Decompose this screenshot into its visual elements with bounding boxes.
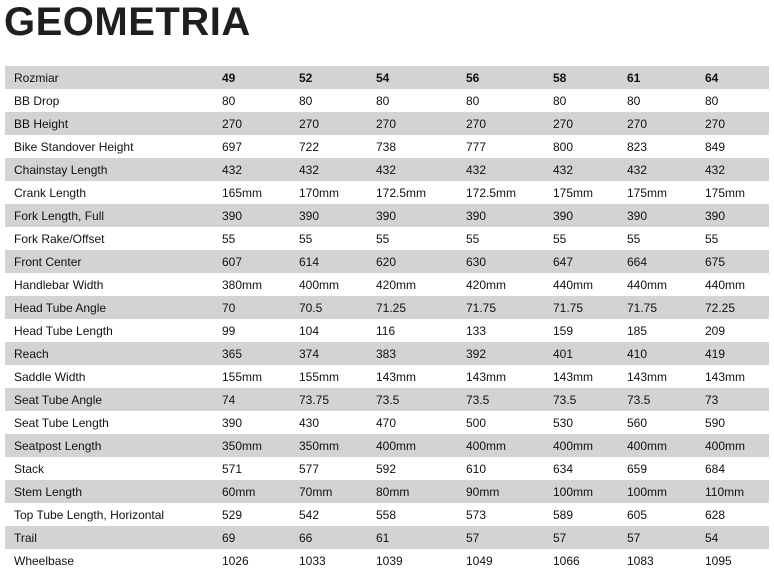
table-cell: 143mm	[376, 365, 466, 388]
size-header: 49	[222, 66, 299, 89]
table-cell: 392	[466, 342, 553, 365]
table-cell: 71.75	[553, 296, 627, 319]
table-row	[5, 549, 769, 572]
table-cell: 57	[553, 526, 627, 549]
table-cell: 380mm	[222, 273, 299, 296]
table-cell: 684	[705, 457, 769, 480]
table-row	[5, 388, 769, 411]
table-cell: 80	[376, 89, 466, 112]
row-label: Trail	[5, 526, 222, 549]
row-label: Front Center	[5, 250, 222, 273]
table-cell: 143mm	[466, 365, 553, 388]
table-cell: 777	[466, 135, 553, 158]
row-label: Fork Length, Full	[5, 204, 222, 227]
table-cell: 440mm	[627, 273, 705, 296]
table-cell: 738	[376, 135, 466, 158]
table-cell: 73.5	[627, 388, 705, 411]
table-cell: 61	[376, 526, 466, 549]
table-cell: 500	[466, 411, 553, 434]
table-cell: 104	[299, 319, 376, 342]
table-cell: 590	[705, 411, 769, 434]
table-cell: 100mm	[627, 480, 705, 503]
table-cell: 630	[466, 250, 553, 273]
table-cell: 73	[705, 388, 769, 411]
table-row	[5, 112, 769, 135]
table-cell: 69	[222, 526, 299, 549]
row-label: Head Tube Length	[5, 319, 222, 342]
table-cell: 55	[376, 227, 466, 250]
table-cell: 116	[376, 319, 466, 342]
page-title: GEOMETRIA	[4, 0, 251, 44]
table-cell: 610	[466, 457, 553, 480]
table-cell: 647	[553, 250, 627, 273]
table-cell: 823	[627, 135, 705, 158]
row-label: Chainstay Length	[5, 158, 222, 181]
table-row	[5, 135, 769, 158]
table-cell: 270	[705, 112, 769, 135]
table-cell: 57	[627, 526, 705, 549]
table-cell: 432	[553, 158, 627, 181]
table-row	[5, 365, 769, 388]
table-row	[5, 158, 769, 181]
table-cell: 390	[222, 204, 299, 227]
table-cell: 614	[299, 250, 376, 273]
table-cell: 57	[466, 526, 553, 549]
table-cell: 529	[222, 503, 299, 526]
row-label: Head Tube Angle	[5, 296, 222, 319]
table-cell: 634	[553, 457, 627, 480]
table-row	[5, 204, 769, 227]
table-cell: 72.25	[705, 296, 769, 319]
table-cell: 400mm	[466, 434, 553, 457]
table-cell: 55	[299, 227, 376, 250]
table-cell: 99	[222, 319, 299, 342]
table-row	[5, 503, 769, 526]
table-row	[5, 411, 769, 434]
table-cell: 659	[627, 457, 705, 480]
table-cell: 73.5	[466, 388, 553, 411]
table-cell: 383	[376, 342, 466, 365]
table-cell: 410	[627, 342, 705, 365]
table-cell: 175mm	[553, 181, 627, 204]
table-cell: 60mm	[222, 480, 299, 503]
table-row	[5, 250, 769, 273]
table-cell: 159	[553, 319, 627, 342]
table-row	[5, 181, 769, 204]
table-cell: 185	[627, 319, 705, 342]
table-cell: 172.5mm	[466, 181, 553, 204]
table-cell: 1083	[627, 549, 705, 572]
table-cell: 432	[466, 158, 553, 181]
size-header: 52	[299, 66, 376, 89]
row-label: Top Tube Length, Horizontal	[5, 503, 222, 526]
table-cell: 390	[553, 204, 627, 227]
table-cell: 270	[299, 112, 376, 135]
table-cell: 70mm	[299, 480, 376, 503]
table-cell: 560	[627, 411, 705, 434]
table-cell: 400mm	[376, 434, 466, 457]
table-cell: 90mm	[466, 480, 553, 503]
table-cell: 800	[553, 135, 627, 158]
table-cell: 71.25	[376, 296, 466, 319]
table-cell: 432	[299, 158, 376, 181]
table-cell: 401	[553, 342, 627, 365]
table-cell: 400mm	[705, 434, 769, 457]
table-cell: 155mm	[222, 365, 299, 388]
row-label: Stack	[5, 457, 222, 480]
table-cell: 390	[627, 204, 705, 227]
row-label: Fork Rake/Offset	[5, 227, 222, 250]
table-cell: 70.5	[299, 296, 376, 319]
table-cell: 722	[299, 135, 376, 158]
table-cell: 80	[705, 89, 769, 112]
table-cell: 1039	[376, 549, 466, 572]
table-row	[5, 526, 769, 549]
table-cell: 530	[553, 411, 627, 434]
table-cell: 55	[627, 227, 705, 250]
table-row	[5, 227, 769, 250]
row-label: Saddle Width	[5, 365, 222, 388]
row-label: Seat Tube Length	[5, 411, 222, 434]
table-cell: 209	[705, 319, 769, 342]
table-cell: 80	[627, 89, 705, 112]
row-label: BB Drop	[5, 89, 222, 112]
size-header: 54	[376, 66, 466, 89]
table-cell: 390	[705, 204, 769, 227]
table-cell: 400mm	[299, 273, 376, 296]
row-label: Crank Length	[5, 181, 222, 204]
size-header: 56	[466, 66, 553, 89]
table-row	[5, 319, 769, 342]
size-header: 61	[627, 66, 705, 89]
table-cell: 440mm	[553, 273, 627, 296]
header-label: Rozmiar	[5, 66, 222, 89]
table-cell: 270	[222, 112, 299, 135]
table-cell: 420mm	[376, 273, 466, 296]
table-cell: 143mm	[627, 365, 705, 388]
table-cell: 80mm	[376, 480, 466, 503]
table-cell: 55	[553, 227, 627, 250]
row-label: Seatpost Length	[5, 434, 222, 457]
size-header: 64	[705, 66, 769, 89]
table-cell: 143mm	[553, 365, 627, 388]
table-cell: 628	[705, 503, 769, 526]
table-cell: 73.5	[376, 388, 466, 411]
table-cell: 172.5mm	[376, 181, 466, 204]
table-cell: 71.75	[627, 296, 705, 319]
table-row	[5, 342, 769, 365]
row-label: Handlebar Width	[5, 273, 222, 296]
table-cell: 350mm	[222, 434, 299, 457]
table-cell: 432	[627, 158, 705, 181]
table-cell: 620	[376, 250, 466, 273]
table-cell: 80	[299, 89, 376, 112]
table-cell: 365	[222, 342, 299, 365]
table-cell: 133	[466, 319, 553, 342]
row-label: Wheelbase	[5, 549, 222, 572]
table-cell: 55	[705, 227, 769, 250]
table-cell: 55	[466, 227, 553, 250]
table-cell: 350mm	[299, 434, 376, 457]
table-cell: 400mm	[553, 434, 627, 457]
table-cell: 1095	[705, 549, 769, 572]
table-cell: 675	[705, 250, 769, 273]
table-row	[5, 89, 769, 112]
size-header: 58	[553, 66, 627, 89]
table-row	[5, 457, 769, 480]
table-cell: 270	[553, 112, 627, 135]
table-cell: 390	[222, 411, 299, 434]
table-cell: 430	[299, 411, 376, 434]
table-cell: 270	[466, 112, 553, 135]
table-cell: 432	[705, 158, 769, 181]
table-cell: 143mm	[705, 365, 769, 388]
row-label: Reach	[5, 342, 222, 365]
table-cell: 390	[466, 204, 553, 227]
table-cell: 542	[299, 503, 376, 526]
table-row	[5, 434, 769, 457]
table-cell: 270	[627, 112, 705, 135]
table-cell: 400mm	[627, 434, 705, 457]
table-cell: 73.75	[299, 388, 376, 411]
table-cell: 175mm	[627, 181, 705, 204]
table-cell: 1049	[466, 549, 553, 572]
table-cell: 592	[376, 457, 466, 480]
geometry-table	[5, 66, 769, 572]
table-cell: 73.5	[553, 388, 627, 411]
row-label: Bike Standover Height	[5, 135, 222, 158]
table-cell: 155mm	[299, 365, 376, 388]
table-cell: 270	[376, 112, 466, 135]
table-cell: 440mm	[705, 273, 769, 296]
table-cell: 558	[376, 503, 466, 526]
table-cell: 432	[222, 158, 299, 181]
table-cell: 420mm	[466, 273, 553, 296]
table-cell: 175mm	[705, 181, 769, 204]
row-label: BB Height	[5, 112, 222, 135]
row-label: Stem Length	[5, 480, 222, 503]
table-cell: 374	[299, 342, 376, 365]
table-cell: 605	[627, 503, 705, 526]
table-cell: 170mm	[299, 181, 376, 204]
table-cell: 110mm	[705, 480, 769, 503]
table-cell: 664	[627, 250, 705, 273]
table-cell: 607	[222, 250, 299, 273]
table-cell: 1066	[553, 549, 627, 572]
table-cell: 55	[222, 227, 299, 250]
table-cell: 577	[299, 457, 376, 480]
table-cell: 470	[376, 411, 466, 434]
table-cell: 80	[553, 89, 627, 112]
table-cell: 390	[376, 204, 466, 227]
table-cell: 432	[376, 158, 466, 181]
table-cell: 849	[705, 135, 769, 158]
table-cell: 70	[222, 296, 299, 319]
table-cell: 1026	[222, 549, 299, 572]
table-cell: 74	[222, 388, 299, 411]
table-cell: 54	[705, 526, 769, 549]
table-cell: 80	[222, 89, 299, 112]
table-cell: 697	[222, 135, 299, 158]
table-cell: 100mm	[553, 480, 627, 503]
table-cell: 1033	[299, 549, 376, 572]
table-cell: 589	[553, 503, 627, 526]
table-header-row	[5, 66, 769, 89]
table-cell: 573	[466, 503, 553, 526]
table-cell: 71.75	[466, 296, 553, 319]
table-row	[5, 273, 769, 296]
table-row	[5, 296, 769, 319]
row-label: Seat Tube Angle	[5, 388, 222, 411]
table-row	[5, 480, 769, 503]
table-cell: 66	[299, 526, 376, 549]
table-cell: 571	[222, 457, 299, 480]
table-cell: 419	[705, 342, 769, 365]
table-cell: 390	[299, 204, 376, 227]
table-cell: 80	[466, 89, 553, 112]
table-cell: 165mm	[222, 181, 299, 204]
